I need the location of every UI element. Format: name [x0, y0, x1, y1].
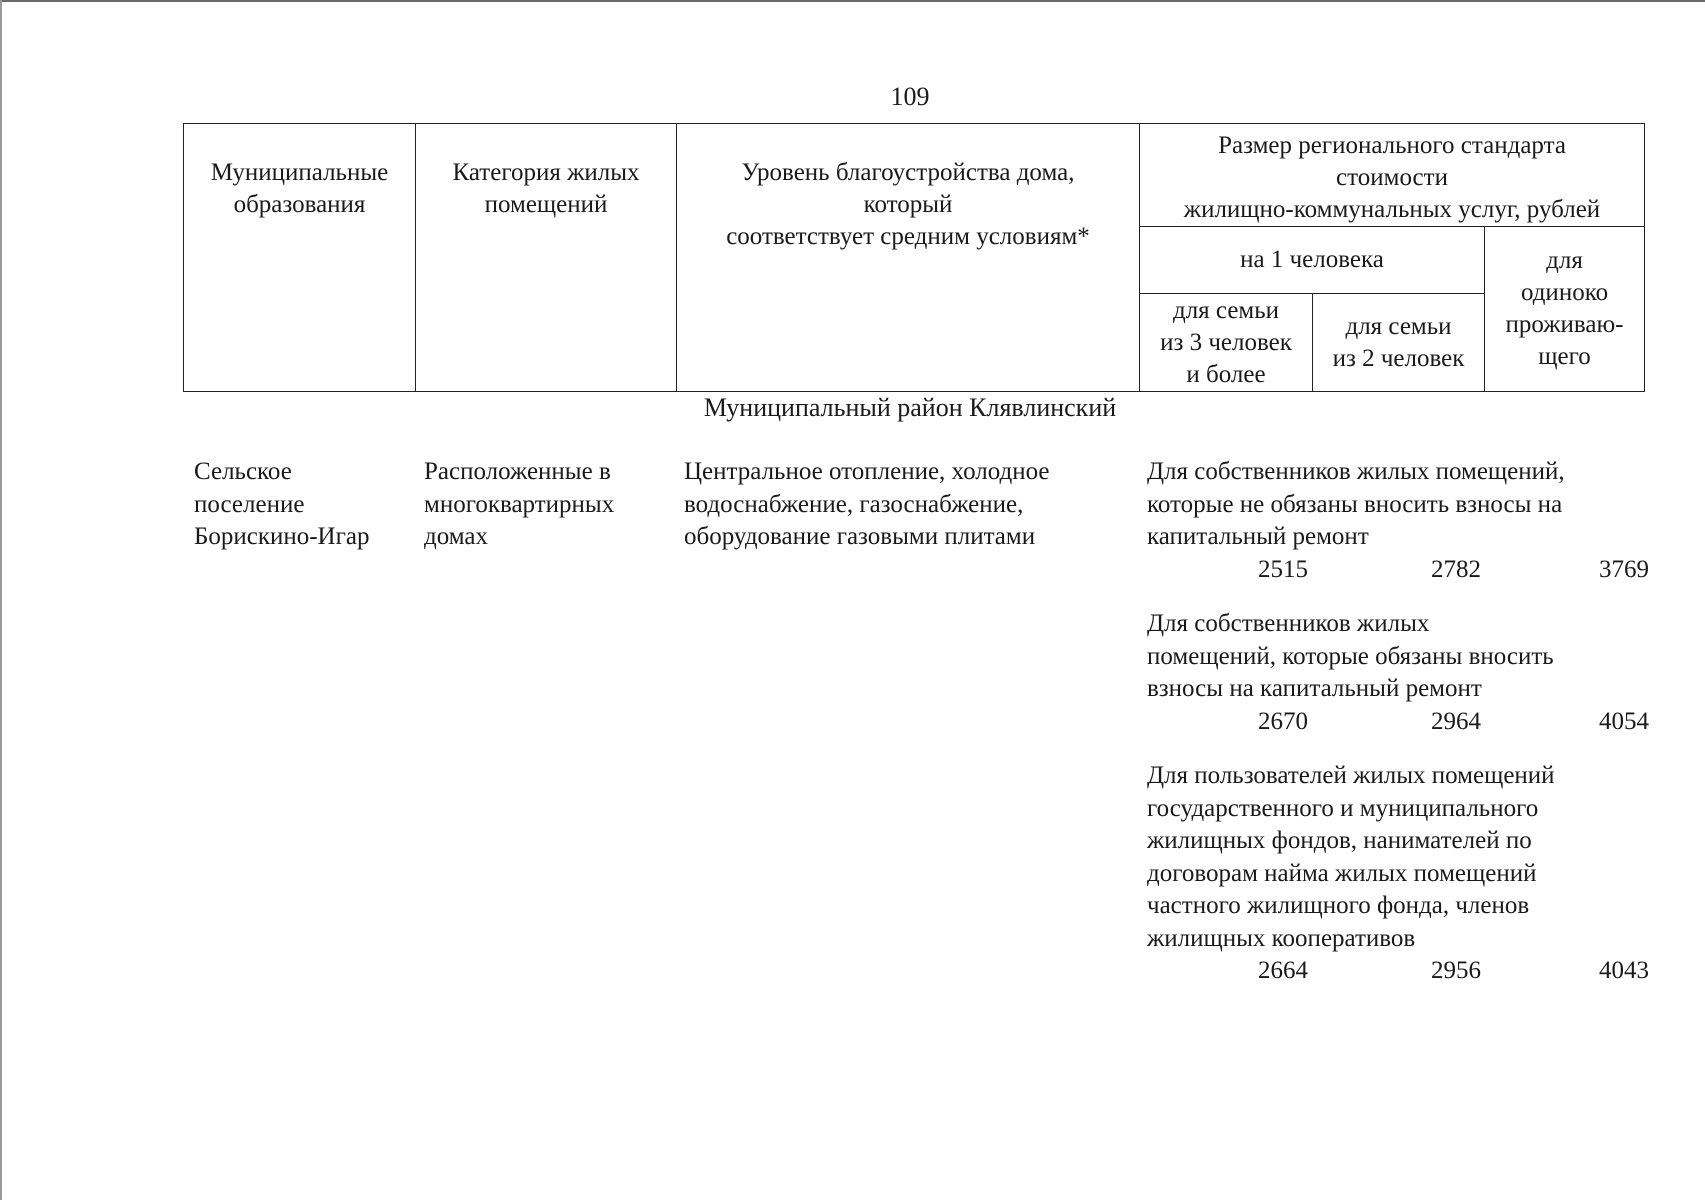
header-category — [416, 124, 677, 392]
group2-family3-value: 2670 — [1258, 707, 1308, 735]
district-title: Муниципальный район Клявлинский — [703, 393, 1117, 422]
group1-family2-value: 2782 — [1431, 555, 1481, 583]
category-cell — [424, 456, 674, 554]
group3-desc-line1: Для пользователей жилых помещений — [1147, 762, 1555, 789]
municipality-line1: Сельское — [194, 458, 292, 485]
group3-values — [1147, 955, 1649, 987]
header-per-person: на 1 человека — [1140, 227, 1485, 294]
header-size-line1: Размер регионального стандарта — [1218, 132, 1566, 159]
group3-desc-line5: частного жилищного фонда, членов — [1147, 892, 1530, 919]
group2-desc-line2: помещений, которые обязаны вносить — [1147, 642, 1554, 670]
header-municipal-line2: образования — [233, 191, 366, 218]
group2-single-value: 4054 — [1599, 707, 1649, 735]
level-line3: оборудование газовыми плитами — [684, 523, 1036, 550]
group2-desc-line1: Для собственников жилых — [1147, 610, 1430, 637]
header-category-line2: помещений — [484, 191, 608, 218]
group1-values — [1147, 554, 1649, 586]
group3-single-value: 4043 — [1599, 957, 1649, 984]
group3-desc-line6: жилищных кооперативов — [1147, 924, 1416, 952]
header-level-line1: Уровень благоустройства дома, — [741, 159, 1075, 186]
group-owners-not-obliged — [1147, 456, 1649, 586]
header-family2-line2: из 2 человек — [1332, 344, 1465, 372]
group3-desc-line3: жилищных фондов, нанимателей по — [1147, 827, 1532, 854]
scan-edge-top — [0, 0, 1705, 2]
group2-desc-line3: взносы на капитальный ремонт — [1147, 675, 1482, 702]
group1-single-value: 3769 — [1599, 555, 1649, 583]
group1-desc-line2: которые не обязаны вносить взносы на — [1147, 490, 1563, 518]
header-category-line1: Категория жилых — [452, 159, 640, 186]
level-line2: водоснабжение, газоснабжение, — [684, 490, 1024, 518]
category-line3: домах — [424, 523, 488, 550]
header-single-line3: проживаю- — [1505, 311, 1624, 338]
header-table — [183, 123, 1645, 392]
header-single — [1485, 227, 1645, 392]
group2-values — [1147, 706, 1649, 738]
header-size-line2: стоимости — [1336, 164, 1448, 191]
header-size-line3: жилищно-коммунальных услуг, рублей — [1183, 196, 1601, 223]
municipality-line3: Борискино-Игар — [194, 523, 370, 550]
header-family3-line2: из 3 человек — [1160, 328, 1292, 356]
level-line1: Центральное отопление, холодное — [684, 458, 1050, 485]
group-users-tenants — [1147, 760, 1649, 987]
category-line2: многоквартирных — [424, 490, 615, 518]
group3-family2-value: 2956 — [1431, 957, 1481, 984]
group-owners-obliged — [1147, 608, 1649, 738]
group1-family3-value: 2515 — [1258, 555, 1308, 583]
municipality-cell — [194, 456, 414, 554]
header-family3-line1: для семьи — [1172, 296, 1280, 324]
municipality-line2: поселение — [194, 490, 305, 518]
header-level-line2: который — [863, 191, 953, 218]
page-number: 109 — [890, 82, 930, 111]
scan-edge-left — [0, 0, 2, 1200]
header-family2 — [1313, 294, 1485, 392]
header-single-line1: для — [1546, 247, 1583, 274]
group3-desc-line2: государственного и муниципального — [1147, 794, 1539, 822]
group3-desc-line4: договорам найма жилых помещений — [1147, 859, 1537, 887]
group2-family2-value: 2964 — [1431, 707, 1481, 735]
header-family3 — [1140, 294, 1313, 392]
level-cell — [684, 456, 1124, 554]
group1-desc-line3: капитальный ремонт — [1147, 523, 1369, 550]
category-line1: Расположенные в — [424, 458, 611, 485]
header-family3-line3: и более — [1186, 360, 1266, 388]
header-single-line4: щего — [1538, 343, 1591, 370]
header-family2-line1: для семьи — [1345, 312, 1452, 340]
header-size — [1140, 124, 1645, 227]
header-level-line3: соответствует средним условиям* — [726, 223, 1090, 250]
group1-desc-line1: Для собственников жилых помещений, — [1147, 458, 1565, 485]
header-single-line2: одиноко — [1520, 279, 1609, 306]
header-municipal-line1: Муниципальные — [210, 159, 389, 186]
header-level — [677, 124, 1140, 392]
group3-family3-value: 2664 — [1258, 957, 1308, 984]
header-municipal — [184, 124, 416, 392]
